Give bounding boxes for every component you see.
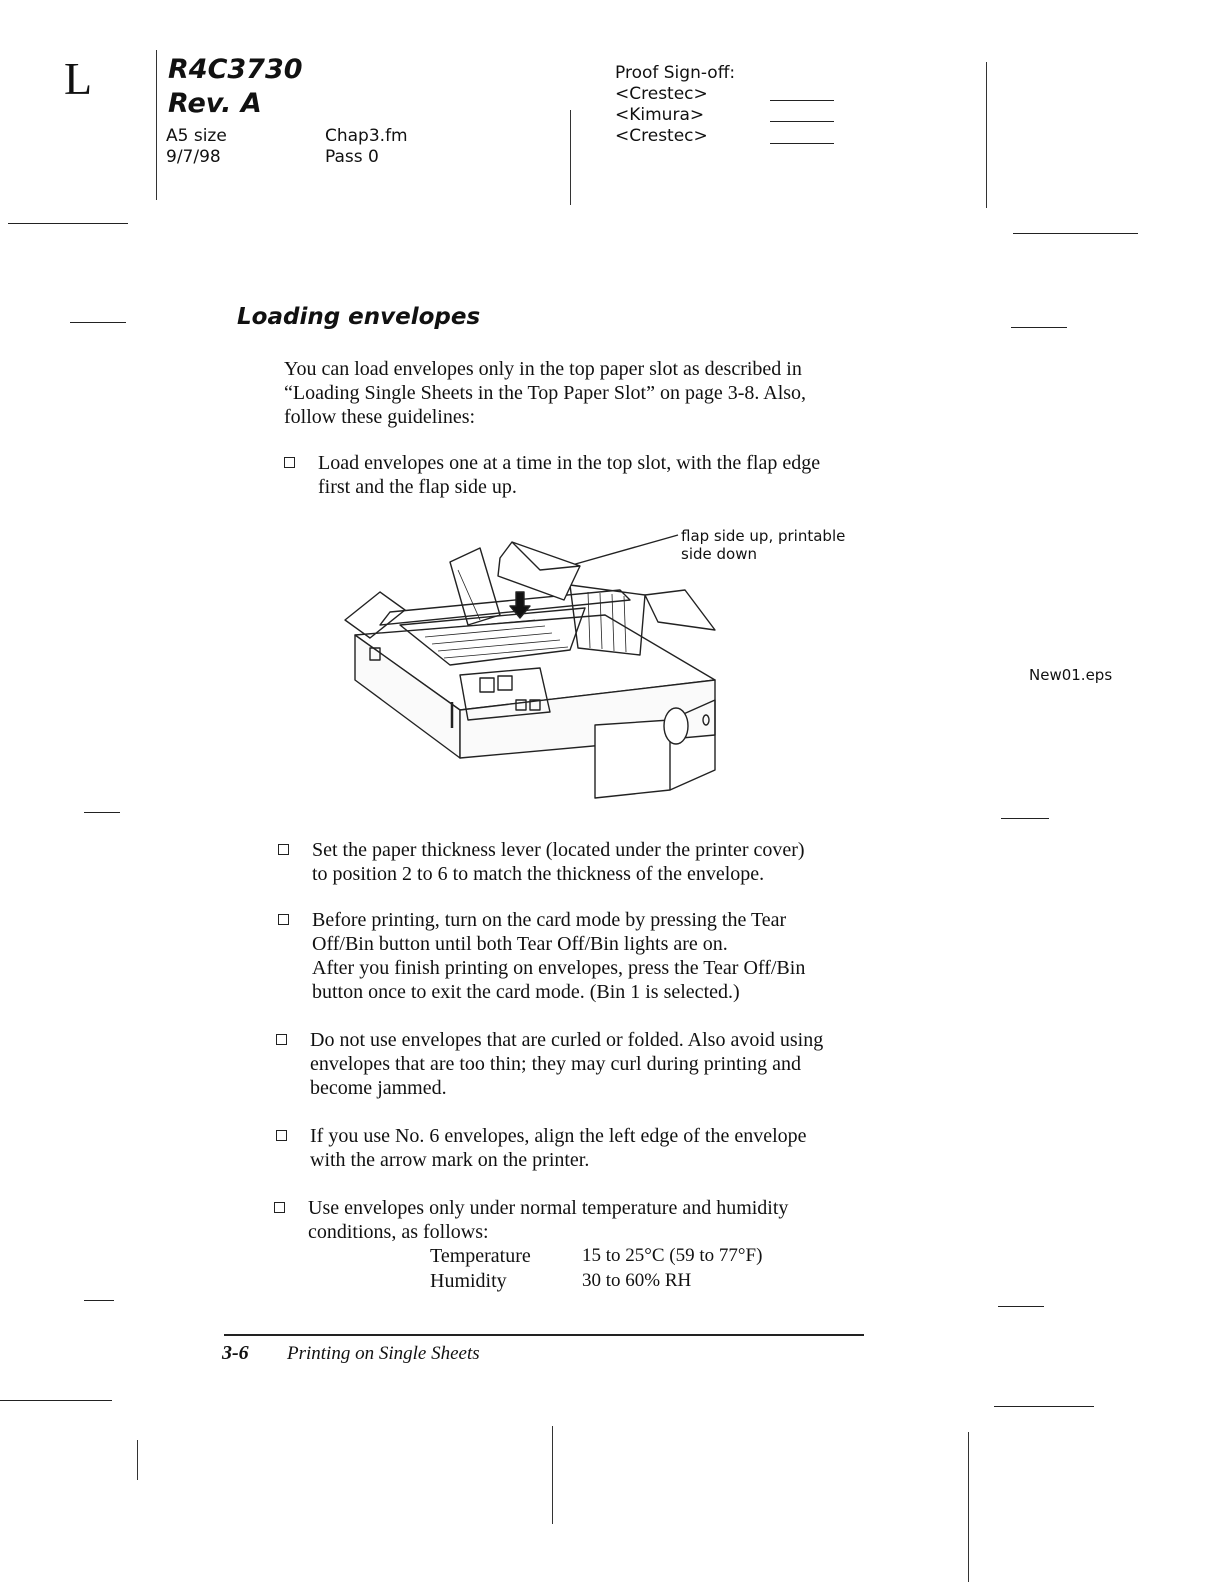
crop-mark: [1011, 327, 1067, 328]
header-divider-left: [156, 50, 157, 200]
bullet-line: Use envelopes only under normal temperature and humidity: [308, 1197, 789, 1219]
bullet-item: [318, 451, 820, 499]
page-number: 3-6: [222, 1342, 249, 1364]
bullet-line: become jammed.: [310, 1077, 447, 1099]
crop-mark: [137, 1440, 138, 1480]
conditions-value: 15 to 25°C (59 to 77°F): [582, 1245, 763, 1266]
intro-paragraph: [284, 357, 806, 429]
intro-line: “Loading Single Sheets in the Top Paper Slot” on page 3-8. Also,: [284, 382, 807, 404]
signature-line: [770, 143, 834, 144]
printer-with-envelope-illustration: [340, 530, 720, 820]
bullet-line: button once to exit the card mode. (Bin 1 is selected.): [312, 981, 740, 1003]
caption-leader-line: [572, 535, 678, 565]
footer-rule: [224, 1334, 864, 1336]
panel-button: [480, 678, 494, 692]
printer-front-left: [355, 635, 460, 758]
bullet-line: Set the paper thickness lever (located under the printer cover): [312, 839, 805, 861]
bullet-box-icon: [276, 1130, 287, 1141]
crop-mark: [70, 322, 126, 323]
paper-size: A5 size: [166, 126, 227, 146]
bullet-line: conditions, as follows:: [308, 1221, 489, 1243]
proof-title: Proof Sign-off:: [615, 63, 736, 83]
crop-mark: [998, 1306, 1044, 1307]
bullet-line: envelopes that are too thin; they may curl during printing and: [310, 1053, 801, 1075]
bullet-box-icon: [274, 1202, 285, 1213]
bullet-item: [310, 1028, 823, 1100]
bullet-item: [312, 838, 805, 886]
bullet-line: If you use No. 6 envelopes, align the left edge of the envelope: [310, 1125, 807, 1147]
bullet-box-icon: [278, 914, 289, 925]
intro-line: follow these guidelines:: [284, 406, 476, 428]
bullet-box-icon: [284, 457, 295, 468]
source-file: Chap3.fm: [325, 126, 408, 146]
printer-side-block: [595, 720, 670, 798]
bullet-line: After you finish printing on envelopes, press the Tear Off/Bin: [312, 957, 806, 979]
crop-mark: [994, 1406, 1094, 1407]
chapter-title: Printing on Single Sheets: [287, 1343, 480, 1364]
figure-file-label: New01.eps: [1029, 666, 1113, 684]
crop-mark: [1013, 233, 1138, 234]
crop-mark: [8, 223, 128, 224]
proof-name: <Kimura>: [615, 105, 705, 125]
panel-button: [498, 676, 512, 690]
caption-line: flap side up, printable: [681, 527, 846, 545]
crop-mark: [0, 1400, 112, 1401]
bullet-line: Before printing, turn on the card mode by pressing the Tear: [312, 909, 787, 931]
right-flap: [645, 590, 715, 630]
proof-name: <Crestec>: [615, 126, 708, 146]
header-divider-middle: [570, 110, 571, 205]
header-date: 9/7/98: [166, 147, 221, 167]
crop-mark: [84, 1300, 114, 1301]
caption-line: side down: [681, 545, 757, 563]
bullet-item: [310, 1124, 807, 1172]
proof-signoff: [615, 63, 735, 147]
corner-mark: L: [64, 53, 93, 104]
bullet-line: Do not use envelopes that are curled or folded. Also avoid using: [310, 1029, 824, 1051]
pass-number: Pass 0: [325, 147, 379, 167]
conditions-label: Humidity: [430, 1270, 507, 1292]
bullet-item: [308, 1196, 788, 1244]
crop-mark: [1001, 818, 1049, 819]
crop-mark: [552, 1426, 553, 1524]
intro-line: You can load envelopes only in the top paper slot as described in: [284, 358, 802, 380]
platen-knob: [664, 708, 688, 744]
conditions-label: Temperature: [430, 1245, 531, 1267]
header-divider-right: [986, 62, 987, 208]
signature-line: [770, 121, 834, 122]
signature-line: [770, 100, 834, 101]
envelope: [498, 542, 580, 600]
revision: Rev. A: [168, 88, 262, 119]
proof-name: <Crestec>: [615, 84, 708, 104]
bullet-item: [312, 908, 805, 1004]
bullet-box-icon: [276, 1034, 287, 1045]
paper-guide: [380, 590, 630, 625]
section-heading: Loading envelopes: [237, 304, 481, 330]
crop-mark: [968, 1432, 969, 1582]
bullet-line: with the arrow mark on the printer.: [310, 1149, 590, 1171]
bullet-line: Load envelopes one at a time in the top slot, with the flap edge: [318, 452, 821, 474]
model-number: R4C3730: [168, 54, 303, 85]
bullet-line: to position 2 to 6 to match the thickness of the envelope.: [312, 863, 765, 885]
bullet-line: first and the flap side up.: [318, 476, 517, 498]
crop-mark: [84, 812, 120, 813]
bullet-line: Off/Bin button until both Tear Off/Bin lights are on.: [312, 933, 728, 955]
bullet-box-icon: [278, 844, 289, 855]
conditions-value: 30 to 60% RH: [582, 1270, 692, 1291]
